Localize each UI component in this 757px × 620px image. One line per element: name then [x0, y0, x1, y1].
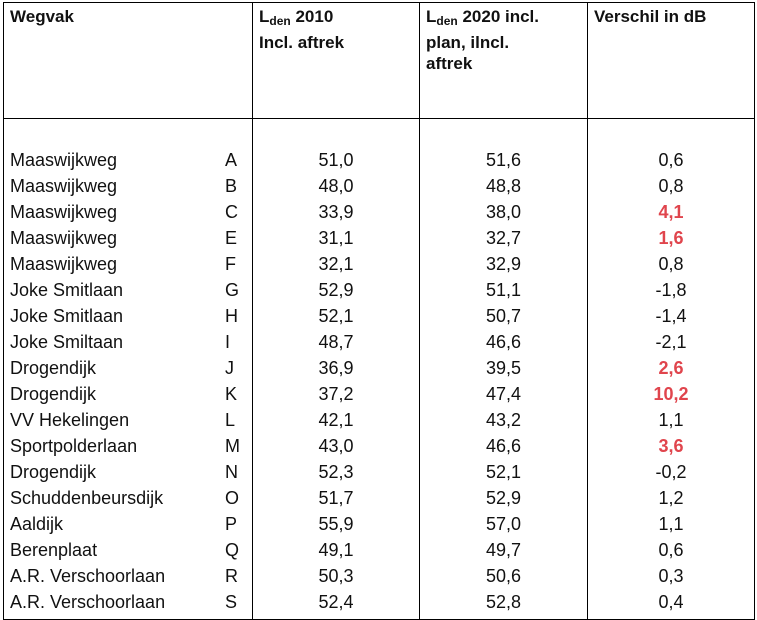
lden-2010-value: 52,1 [318, 306, 354, 326]
lden-2020-cell [420, 563, 587, 589]
header-lden-2010-sub: den [269, 14, 291, 28]
lden-2020-cell [420, 355, 587, 381]
verschil-cell [588, 199, 754, 225]
lden-2020-value: 51,6 [485, 150, 522, 170]
verschil-cell [588, 381, 754, 407]
header-lden-2020-sub: den [436, 14, 458, 28]
lden-2010-cell [253, 381, 419, 407]
header-lden-2020-L: L [426, 7, 437, 26]
verschil-value: 0,4 [658, 592, 684, 612]
segment-code: H [225, 306, 238, 326]
lden-2020-value: 52,9 [485, 488, 522, 508]
lden-2010-cell [253, 277, 419, 303]
verschil-cell [588, 329, 754, 355]
wegvak-cell [4, 433, 252, 459]
lden-2020-value: 57,0 [485, 514, 522, 534]
verschil-value: 1,6 [658, 228, 684, 248]
verschil-value: 2,6 [658, 358, 684, 378]
segment-code: A [225, 150, 238, 170]
header-verschil-label: Verschil in dB [594, 7, 707, 26]
lden-2010-cell [253, 251, 419, 277]
verschil-value: -0,2 [655, 462, 687, 482]
lden-2020-cell [420, 329, 587, 355]
verschil-value: 0,8 [658, 176, 684, 196]
lden-2010-cell [253, 199, 419, 225]
verschil-value: 10,2 [653, 384, 689, 404]
lden-2010-value: 42,1 [318, 410, 354, 430]
verschil-value: 4,1 [658, 202, 684, 222]
lden-2010-value: 31,1 [318, 228, 354, 248]
lden-2010-cell [253, 563, 419, 589]
verschil-cell [588, 563, 754, 589]
lden-2010-cell [253, 511, 419, 537]
lden-2010-value: 43,0 [318, 436, 354, 456]
wegvak-cell [4, 511, 252, 537]
lden-2020-value: 43,2 [485, 410, 522, 430]
segment-code: L [225, 410, 236, 430]
verschil-cell [588, 589, 754, 615]
header-lden-2010-rest: 2010 [290, 7, 334, 26]
lden-2010-cell [253, 355, 419, 381]
segment-code: M [225, 436, 240, 456]
verschil-cell [588, 537, 754, 563]
lden-2010-value: 37,2 [318, 384, 354, 404]
segment-code: R [225, 566, 238, 586]
verschil-cell [588, 355, 754, 381]
verschil-column [588, 119, 755, 620]
road-name: Maaswijkweg [10, 150, 118, 170]
lden-2020-value: 52,8 [485, 592, 522, 612]
segment-code: E [225, 228, 238, 248]
lden-2020-cell [420, 511, 587, 537]
lden-2010-cell [253, 537, 419, 563]
segment-code: G [225, 280, 240, 300]
wegvak-cell [4, 459, 252, 485]
wegvak-cell [4, 485, 252, 511]
lden-2020-column [420, 119, 588, 620]
verschil-cell [588, 277, 754, 303]
verschil-cell [588, 511, 754, 537]
lden-2020-cell [420, 147, 587, 173]
verschil-cell [588, 147, 754, 173]
road-name: Maaswijkweg [10, 254, 118, 274]
lden-2020-cell [420, 459, 587, 485]
lden-2020-cell [420, 303, 587, 329]
road-name: Drogendijk [10, 462, 97, 482]
header-lden-2020 [420, 3, 588, 119]
lden-2010-value: 50,3 [318, 566, 354, 586]
lden-2010-cell [253, 459, 419, 485]
verschil-cell [588, 485, 754, 511]
wegvak-cell [4, 355, 252, 381]
verschil-value: 0,6 [658, 540, 684, 560]
lden-2010-value: 52,4 [318, 592, 354, 612]
wegvak-cell [4, 225, 252, 251]
lden-2010-value: 32,1 [318, 254, 354, 274]
lden-2010-value: 48,0 [318, 176, 354, 196]
segment-code: I [225, 332, 231, 352]
header-lden-2010-L: L [259, 7, 270, 26]
verschil-cell [588, 225, 754, 251]
road-name: Drogendijk [10, 384, 97, 404]
lden-2020-value: 49,7 [485, 540, 522, 560]
lden-2020-cell [420, 407, 587, 433]
segment-code: P [225, 514, 238, 534]
verschil-value: 3,6 [658, 436, 684, 456]
verschil-value: 1,1 [658, 514, 684, 534]
verschil-value: 1,2 [658, 488, 684, 508]
segment-code: B [225, 176, 238, 196]
noise-table [3, 2, 755, 620]
lden-2020-cell [420, 485, 587, 511]
header-row [4, 3, 755, 119]
road-name: Schuddenbeursdijk [10, 488, 164, 508]
verschil-value: 1,1 [658, 410, 684, 430]
lden-2020-cell [420, 251, 587, 277]
wegvak-cell [4, 407, 252, 433]
wegvak-cell [4, 381, 252, 407]
lden-2020-cell [420, 433, 587, 459]
road-name: Maaswijkweg [10, 176, 118, 196]
header-wegvak [4, 3, 253, 119]
lden-2010-value: 51,0 [318, 150, 354, 170]
lden-2010-value: 48,7 [318, 332, 354, 352]
road-name: Joke Smiltaan [10, 332, 124, 352]
verschil-value: -2,1 [655, 332, 687, 352]
lden-2020-value: 50,7 [485, 306, 522, 326]
lden-2020-value: 39,5 [485, 358, 522, 378]
lden-2020-cell [420, 277, 587, 303]
segment-code: K [225, 384, 238, 404]
lden-2010-cell [253, 303, 419, 329]
wegvak-cell [4, 199, 252, 225]
verschil-cell [588, 251, 754, 277]
wegvak-cell [4, 147, 252, 173]
wegvak-cell [4, 589, 252, 615]
lden-2010-value: 36,9 [318, 358, 354, 378]
lden-2020-cell [420, 537, 587, 563]
road-name: Joke Smitlaan [10, 306, 124, 326]
verschil-value: 0,3 [658, 566, 684, 586]
lden-2010-value: 52,3 [318, 462, 354, 482]
lden-2020-value: 46,6 [485, 332, 522, 352]
verschil-cell [588, 459, 754, 485]
verschil-value: 0,8 [658, 254, 684, 274]
lden-2010-cell [253, 329, 419, 355]
lden-2010-value: 52,9 [318, 280, 354, 300]
header-lden-2010 [253, 3, 420, 119]
body-row [4, 119, 755, 620]
segment-code: O [225, 488, 240, 508]
wegvak-cell [4, 251, 252, 277]
lden-2020-value: 38,0 [485, 202, 522, 222]
segment-code: N [225, 462, 238, 482]
verschil-value: 0,6 [658, 150, 684, 170]
lden-2010-cell [253, 433, 419, 459]
verschil-value: -1,4 [655, 306, 687, 326]
header-lden-2020-line2: plan, ilncl. [426, 33, 510, 52]
wegvak-cell [4, 173, 252, 199]
header-lden-2020-line3: aftrek [426, 54, 473, 73]
road-name: A.R. Verschoorlaan [10, 592, 166, 612]
header-verschil [588, 3, 755, 119]
lden-2010-cell [253, 485, 419, 511]
lden-2020-value: 51,1 [485, 280, 522, 300]
lden-2010-cell [253, 147, 419, 173]
lden-2020-value: 32,9 [485, 254, 522, 274]
lden-2020-cell [420, 589, 587, 615]
lden-2010-cell [253, 407, 419, 433]
lden-2020-value: 52,1 [485, 462, 522, 482]
lden-2010-value: 33,9 [318, 202, 354, 222]
lden-2020-value: 32,7 [485, 228, 522, 248]
verschil-value: -1,8 [655, 280, 687, 300]
segment-code: J [225, 358, 234, 378]
segment-code: Q [225, 540, 240, 560]
wegvak-column [4, 119, 253, 620]
verschil-cell [588, 303, 754, 329]
segment-code: C [225, 202, 238, 222]
lden-2010-cell [253, 173, 419, 199]
verschil-cell [588, 407, 754, 433]
lden-2020-cell [420, 199, 587, 225]
lden-2010-value: 51,7 [318, 488, 354, 508]
segment-code: S [225, 592, 238, 612]
road-name: A.R. Verschoorlaan [10, 566, 166, 586]
lden-2020-value: 50,6 [485, 566, 522, 586]
wegvak-cell [4, 563, 252, 589]
header-lden-2010-line2: Incl. aftrek [259, 33, 345, 52]
lden-2020-cell [420, 173, 587, 199]
wegvak-cell [4, 277, 252, 303]
road-name: VV Hekelingen [10, 410, 130, 430]
lden-2020-value: 48,8 [485, 176, 522, 196]
lden-2020-value: 46,6 [485, 436, 522, 456]
road-name: Berenplaat [10, 540, 98, 560]
road-name: Drogendijk [10, 358, 97, 378]
wegvak-cell [4, 537, 252, 563]
wegvak-cell [4, 303, 252, 329]
lden-2020-cell [420, 225, 587, 251]
header-wegvak-label: Wegvak [10, 7, 74, 26]
road-name: Sportpolderlaan [10, 436, 138, 456]
lden-2020-cell [420, 381, 587, 407]
lden-2010-column [253, 119, 420, 620]
lden-2020-value: 47,4 [485, 384, 522, 404]
segment-code: F [225, 254, 236, 274]
road-name: Joke Smitlaan [10, 280, 124, 300]
road-name: Maaswijkweg [10, 202, 118, 222]
header-lden-2020-rest: 2020 incl. [457, 7, 540, 26]
road-name: Aaldijk [10, 514, 64, 534]
lden-2010-value: 55,9 [318, 514, 354, 534]
lden-2010-value: 49,1 [318, 540, 354, 560]
verschil-cell [588, 173, 754, 199]
lden-2010-cell [253, 589, 419, 615]
road-name: Maaswijkweg [10, 228, 118, 248]
lden-2010-cell [253, 225, 419, 251]
wegvak-cell [4, 329, 252, 355]
verschil-cell [588, 433, 754, 459]
